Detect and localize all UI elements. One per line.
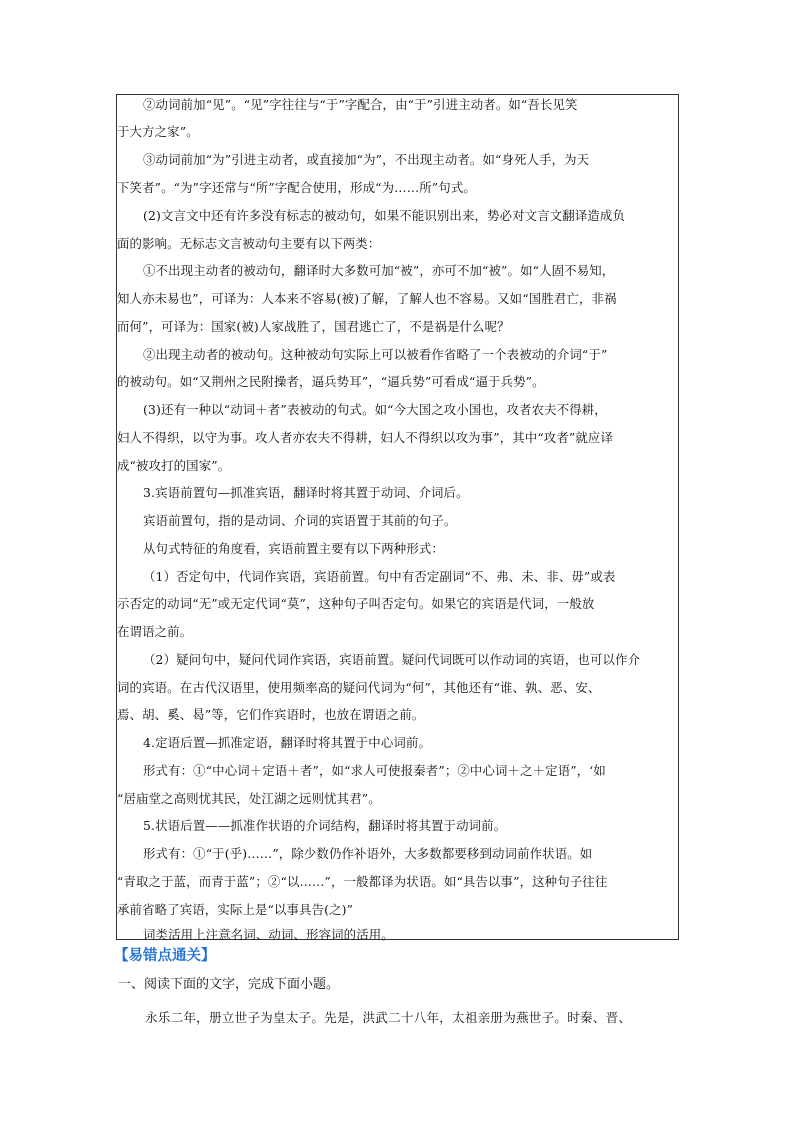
box-line: 4.定语后置—抓准定语，翻译时将其置于中心词前。 xyxy=(143,735,432,750)
box-line: 在谓语之前。 xyxy=(117,624,193,639)
box-line: “居庙堂之高则忧其民，处江湖之远则忧其君”。 xyxy=(117,791,381,806)
box-line: 焉、胡、奚、曷”等，它们作宾语时，也放在谓语之前。 xyxy=(117,707,425,722)
box-line: “青取之于蓝，而青于蓝”；②“以……”，一般都译为状语。如“具告以事”，这种句子往往 xyxy=(117,874,608,889)
explanation-box xyxy=(116,94,679,940)
box-line: ②出现主动者的被动句。这种被动句实际上可以被看作省略了一个表被动的介词“于” xyxy=(143,347,608,362)
box-line: （2）疑问句中，疑问代词作宾语，宾语前置。疑问代词既可以作动词的宾语，也可以作介 xyxy=(143,652,641,667)
box-line: 宾语前置句，指的是动词、介词的宾语置于其前的句子。 xyxy=(143,513,457,528)
box-line: 于大方之家”。 xyxy=(117,124,199,139)
box-line: 3.宾语前置句—抓准宾语，翻译时将其置于动词、介词后。 xyxy=(143,485,469,500)
section-heading: 【易错点通关】 xyxy=(114,948,216,964)
box-line: ②动词前加“见”。“见”字往往与“于”字配合，由“于”引进主动者。如“吾长见笑 xyxy=(143,97,578,112)
box-line: (2)文言文中还有许多没有标志的被动句，如果不能识别出来，势必对文言文翻译造成负 xyxy=(143,208,626,223)
box-line: 词的宾语。在古代汉语里，使用频率高的疑问代词为“何”，其他还有“谁、孰、恶、安、 xyxy=(117,680,601,695)
box-line: 从句式特征的角度看，宾语前置主要有以下两种形式： xyxy=(143,541,444,556)
box-line: ③动词前加“为”引进主动者，或直接加“为”，不出现主动者。如“身死人手，为天 xyxy=(143,152,590,167)
box-line: 而何”，可译为：国家(被)人家战胜了，国君逃亡了，不是祸是什么呢？ xyxy=(117,319,510,334)
box-line: 下笑者”。“为”字还常与“所”字配合使用，形成“为……所”句式。 xyxy=(117,180,476,195)
box-line: ①不出现主动者的被动句，翻译时大多数可加“被”，亦可不加“被”。如“人固不易知， xyxy=(143,263,615,278)
box-line: 示否定的动词“无”或无定代词“莫”，这种句子叫否定句。如果它的宾语是代词，一般放 xyxy=(117,596,595,611)
box-line: 知人亦未易也”，可译为：人本来不容易(被)了解，了解人也不容易。又如“国胜君亡，非祸 xyxy=(117,291,617,306)
box-line: (3)还有一种以“动词＋者”表被动的句式。如“今大国之攻小国也，攻者农夫不得耕， xyxy=(143,402,607,417)
box-line: 承前省略了宾语，实际上是“以事具告(之)” xyxy=(117,902,354,917)
box-line: 5.状语后置——抓准作状语的介词结构，翻译时将其置于动词前。 xyxy=(143,818,507,833)
box-line: 形式有：①“于(乎)……”，除少数仍作补语外，大多数都要移到动词前作状语。如 xyxy=(143,846,593,861)
box-line: 的被动句。如“又荆州之民附操者，逼兵势耳”，“逼兵势”可看成“逼于兵势”。 xyxy=(117,374,545,389)
box-line: 面的影响。无标志文言被动句主要有以下两类： xyxy=(117,236,381,251)
box-line: 成“被攻打的国家”。 xyxy=(117,458,231,473)
box-line: （1）否定句中，代词作宾语，宾语前置。句中有否定副词“不、弗、未、非、毋”或表 xyxy=(143,569,616,584)
question-intro: 一、阅读下面的文字，完成下面小题。 xyxy=(118,977,340,992)
passage-line: 永乐二年，册立世子为皇太子。先是，洪武二十八年，太祖亲册为燕世子。时秦、晋、 xyxy=(145,1010,632,1025)
box-line: 词类活用上注意名词、动词、形容词的活用。 xyxy=(143,927,394,942)
box-line: 形式有：①“中心词＋定语＋者”，如“求人可使报秦者”；②中心词＋之＋定语”，‘如 xyxy=(143,763,606,778)
box-line: 妇人不得织，以守为事。攻人者亦农夫不得耕，妇人不得织以攻为事”，其中“攻者”就应译 xyxy=(117,430,613,445)
